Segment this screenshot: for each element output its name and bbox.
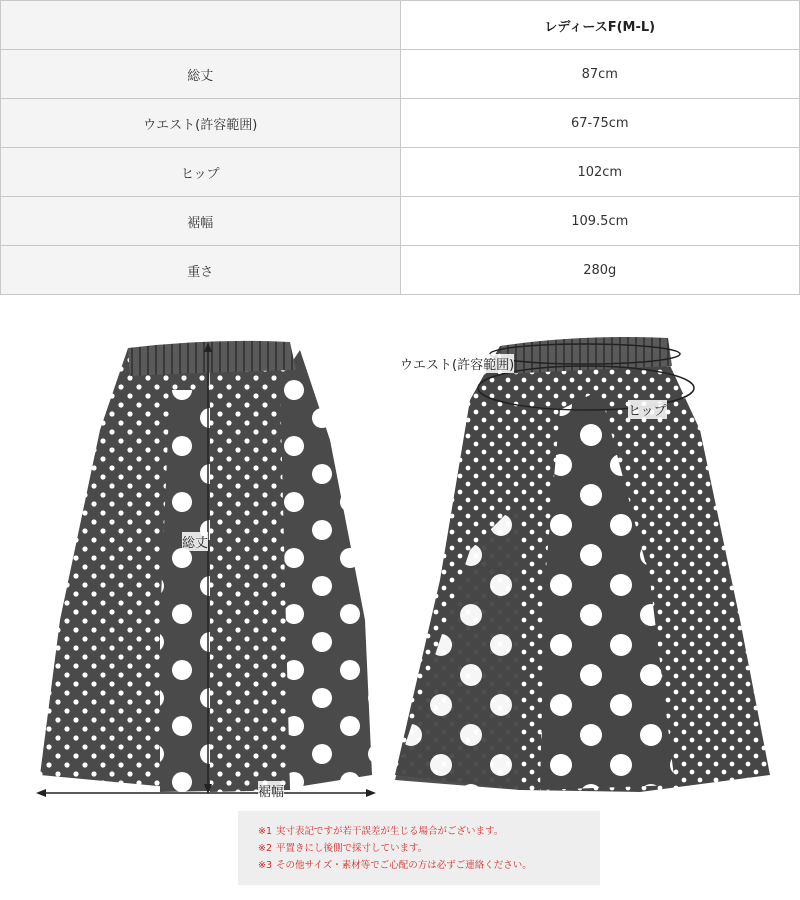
note-line: [258, 840, 600, 857]
note-line: [258, 857, 600, 874]
table-header-row: [1, 1, 800, 50]
hem-measure-label: 裾幅: [258, 781, 284, 800]
waist-measure-label: ウエスト(許容範囲): [400, 354, 514, 373]
table-row: [1, 197, 800, 246]
notes-box: [238, 811, 600, 885]
row-value-hem-width: 109.5cm: [400, 197, 800, 246]
table-row: [1, 50, 800, 99]
front-skirt: [40, 341, 372, 792]
row-value-length: 87cm: [400, 50, 800, 99]
table-corner-cell: [1, 1, 401, 50]
note-text: その他サイズ・素材等でご心配の方は必ずご連絡ください。: [276, 860, 532, 871]
note-mark: ※2: [258, 843, 273, 854]
table-row: [1, 99, 800, 148]
hip-measure-label: ヒップ: [628, 400, 667, 419]
note-text: 平置きにし後側で採寸しています。: [276, 843, 428, 854]
row-label-hem-width: 裾幅: [1, 197, 401, 246]
row-value-hip: 102cm: [400, 148, 800, 197]
back-skirt: [395, 337, 770, 792]
row-label-length: 総丈: [1, 50, 401, 99]
skirt-illustration: [0, 320, 800, 810]
row-label-weight: 重さ: [1, 246, 401, 295]
size-column-header: レディースF(M-L): [400, 1, 800, 50]
table-row: [1, 148, 800, 197]
size-table: [0, 0, 800, 295]
note-text: 実寸表記ですが若干誤差が生じる場合がございます。: [276, 826, 504, 837]
row-label-hip: ヒップ: [1, 148, 401, 197]
row-value-waist: 67-75cm: [400, 99, 800, 148]
length-measure-label: 総丈: [182, 532, 208, 551]
row-label-waist: ウエスト(許容範囲): [1, 99, 401, 148]
product-photos: [0, 320, 800, 810]
row-value-weight: 280g: [400, 246, 800, 295]
table-row: [1, 246, 800, 295]
note-line: [258, 823, 600, 840]
note-mark: ※1: [258, 826, 273, 837]
note-mark: ※3: [258, 860, 273, 871]
